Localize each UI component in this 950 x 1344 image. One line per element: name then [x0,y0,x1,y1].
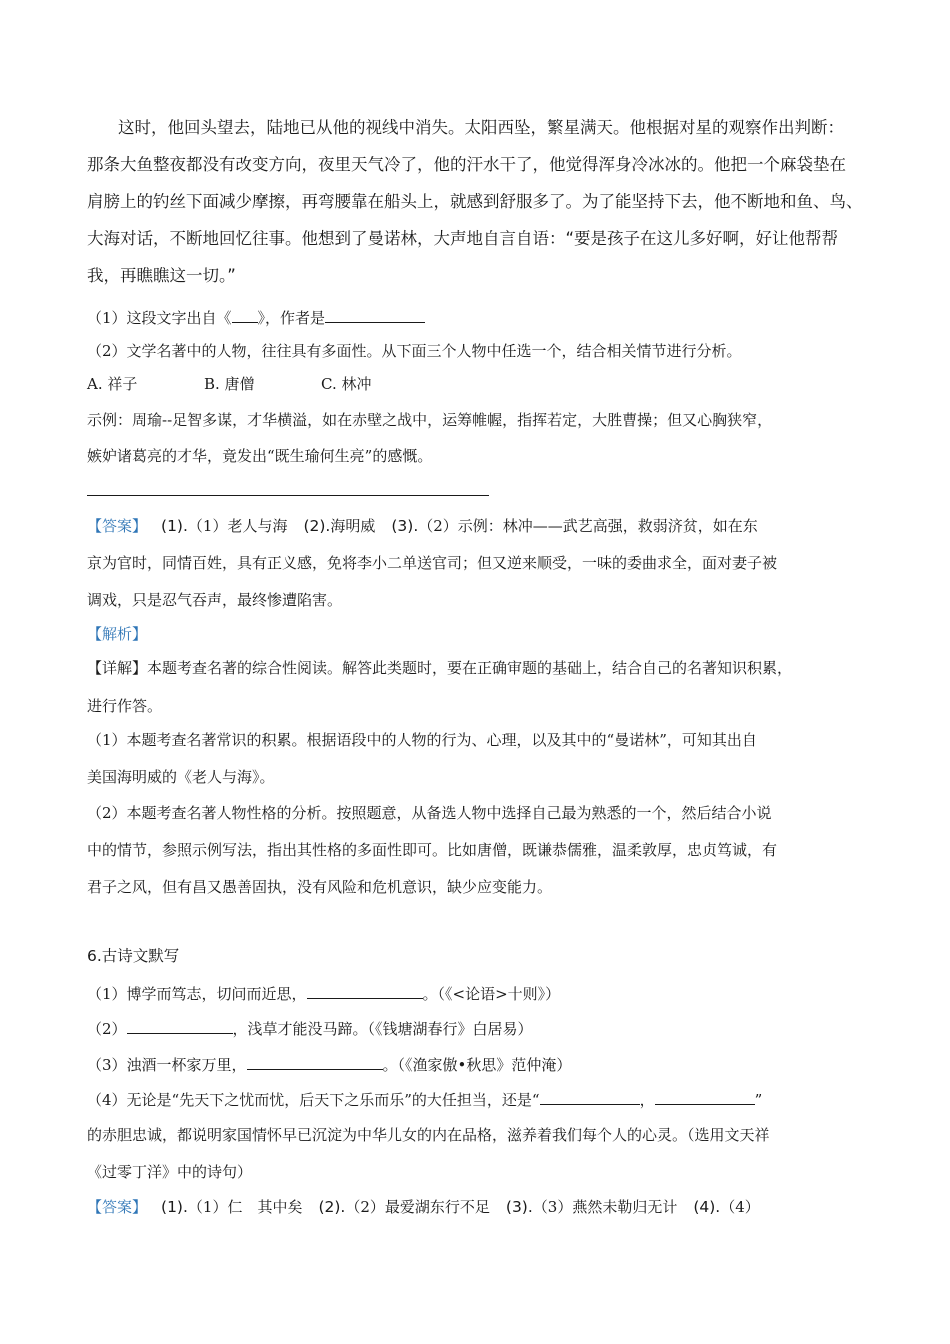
answer-number: (2). [303,517,331,535]
answer-text: （4） [720,1198,760,1216]
question-2: （2）文学名著中的人物，往往具有多面性。从下面三个人物中任选一个，结合相关情节进行分析。 [87,342,742,360]
answer-number: (1). [161,517,188,535]
answer-number: (1). [161,1198,188,1216]
recite-text: ，浅草才能没马蹄。（《钱塘湖春行》白居易） [232,1020,533,1038]
recite-text: （1）博学而笃志，切问而近思， [87,985,307,1003]
answer-text: 海明威 [330,517,376,535]
question-1-middle: 》，作者是 [257,309,326,327]
answer-number: (3). [391,517,419,535]
analysis-tag: 【解析】 [87,625,148,643]
analysis-line: 美国海明威的《老人与海》。 [87,768,275,786]
recite-text: 。（《渔家傲•秋思》范仲淹） [382,1056,572,1074]
passage-line: 大海对话，不断地回忆往事。他想到了曼诺林，大声地自言自语：“要是孩子在这儿多好啊，好让他帮帮 [87,229,839,248]
analysis-heading [87,624,161,644]
analysis-line: 中的情节，参照示例写法，指出其性格的多面性即可。比如唐僧，既谦恭儒雅，温柔敦厚，忠贞笃诚，有 [87,841,778,859]
example-line: 嫉妒诸葛亮的才华，竟发出“既生瑜何生亮”的感慨。 [87,447,433,465]
options-row [87,374,438,394]
recite-text: ， [639,1091,655,1109]
recite-text: （4）无论是“先天下之忧而忧，后天下之乐而乐”的大任担当，还是“ [87,1091,540,1109]
recite-1 [87,981,560,1004]
analysis-line: （1）本题考查名著常识的积累。根据语段中的人物的行为、心理，以及其中的“曼诺林”，可知其出自 [87,731,757,749]
recite-text: 。（《<论语>十则》） [422,985,561,1003]
question-1-prefix: （1）这段文字出自《 [87,309,232,327]
recite-line: 的赤胆忠诚，都说明家国情怀早已沉淀为中华儿女的内在品格，滋养着我们每个人的心灵。（选用文天祥 [87,1126,770,1144]
answer-text: （3）燕然未勒归无计 [532,1198,678,1216]
recite-text: （2） [87,1020,127,1038]
analysis-line: 进行作答。 [87,697,163,715]
example-line: 示例：周瑜--足智多谋，才华横溢，如在赤壁之战中，运筹帷幄，指挥若定，大胜曹操；但又心胸狭窄， [87,411,773,429]
answer-blank[interactable] [127,1016,233,1034]
answer-text: （1）老人与海 [187,517,288,535]
answer-line: 京为官时，同情百姓，具有正义感，免将李小二单送官司；但又逆来顺受，一味的委曲求全，面对妻子被 [87,554,778,572]
answer-tag: 【答案】 [87,1198,148,1216]
passage-line: 这时，他回头望去，陆地已从他的视线中消失。太阳西坠，繁星满天。他根据对星的观察作出判断： [118,118,844,137]
analysis-line: 【详解】本题考查名著的综合性阅读。解答此类题时，要在正确审题的基础上，结合自己的名著知识积累， [87,659,793,677]
recite-2 [87,1016,533,1039]
option-c: C. 林冲 [321,375,372,393]
answer-blank[interactable] [325,305,425,323]
answer-1 [87,516,758,536]
answer-text: （1）仁 其中矣 [187,1198,303,1216]
analysis-line: 君子之风，但有昌又愚善固执，没有风险和危机意识，缺少应变能力。 [87,878,553,896]
recite-text: （3）浊酒一杯家万里， [87,1056,247,1074]
recite-4 [87,1087,762,1110]
answer-blank[interactable] [540,1087,640,1105]
answer-blank[interactable] [307,981,423,999]
answer-blank[interactable] [655,1087,755,1105]
answer-text: （2）最爱湖东行不足 [345,1198,490,1216]
answer-number: (4). [693,1198,721,1216]
option-a: A. 祥子 [87,375,138,393]
answer-text: （2）示例：林冲——武艺高强，救弱济贫，如在东 [418,517,758,535]
passage-line: 那条大鱼整夜都没有改变方向，夜里天气冷了，他的汗水干了，他觉得浑身冷冰冰的。他把一个麻袋垫在 [87,155,846,174]
answer-separator [87,495,489,496]
answer-number: (3). [505,1198,533,1216]
question-1 [87,305,425,328]
question-6-title: 6.古诗文默写 [87,947,180,965]
recite-3 [87,1052,571,1075]
answer-line: 调戏，只是忍气吞声，最终惨遭陷害。 [87,591,343,609]
passage-line: 肩膀上的钓丝下面减少摩擦，再弯腰靠在船头上，就感到舒服多了。为了能坚持下去，他不断地和鱼、鸟、 [87,192,863,211]
recite-text: ” [754,1091,763,1109]
analysis-line: （2）本题考查名著人物性格的分析。按照题意，从备选人物中选择自己最为熟悉的一个，然后结合小说 [87,804,772,822]
answer-blank[interactable] [232,305,258,323]
answer-tag: 【答案】 [87,517,148,535]
answer-2 [87,1197,760,1217]
answer-number: (2). [318,1198,346,1216]
passage-line: 我，再瞧瞧这一切。” [87,266,236,285]
option-b: B. 唐僧 [204,375,255,393]
recite-line: 《过零丁洋》中的诗句） [87,1163,253,1181]
answer-blank[interactable] [247,1052,383,1070]
